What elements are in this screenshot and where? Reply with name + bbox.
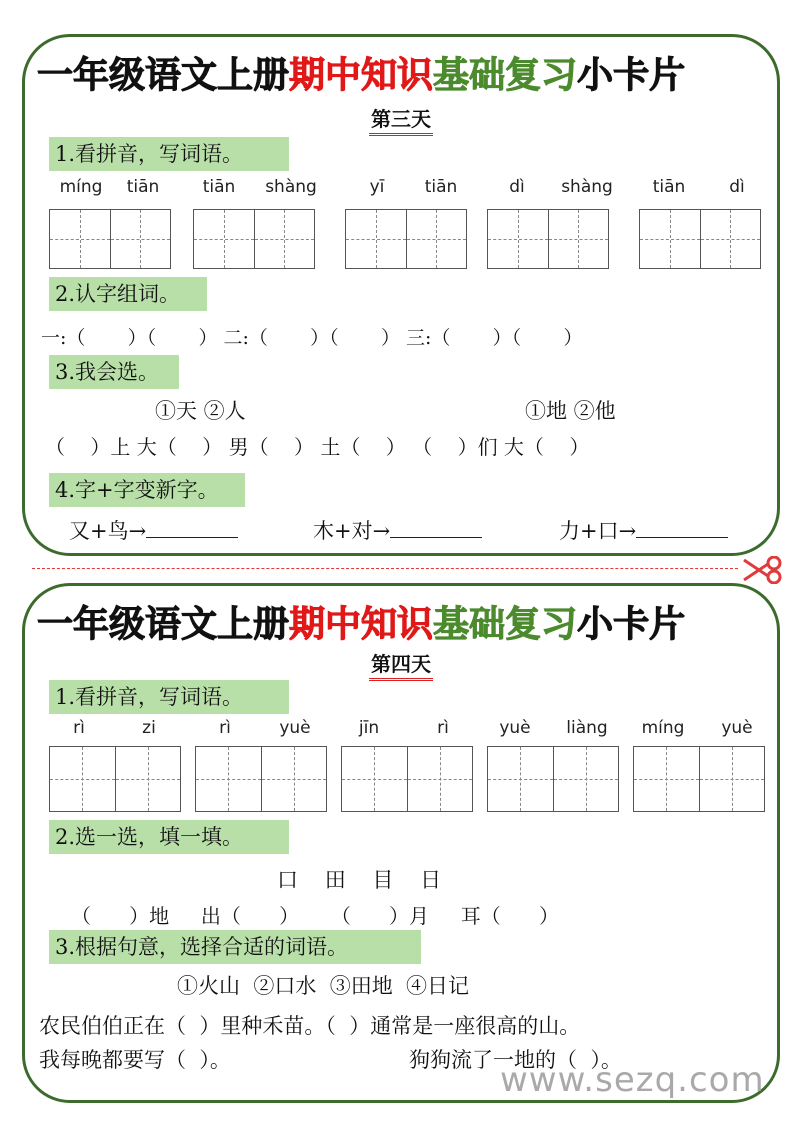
pinyin: yuè [721,718,753,738]
title-part-5: 小卡片 [577,55,686,96]
writing-grid[interactable] [633,746,765,812]
writing-grid[interactable] [345,209,467,269]
pinyin: jīn [358,718,380,738]
pinyin: yuè [279,718,311,738]
title-part-3: 知识 [361,604,434,645]
pinyin: yī [369,177,385,197]
pinyin: shàng [265,177,317,197]
card-day-3 [22,34,780,556]
writing-grid[interactable] [487,746,619,812]
pinyin: míng [59,177,103,197]
writing-grid[interactable] [341,746,473,812]
writing-grid[interactable] [639,209,761,269]
choice-line[interactable]: （ ）上 大（ ） 男（ ） 土（ ） （ ）们 大（ ） [45,435,590,459]
title-part-2: 期中 [289,604,362,645]
combine-item[interactable]: 力+口→ [559,515,728,545]
section-3-heading: 3.根据句意，选择合适的词语。 [49,930,421,964]
options-right: ①地 ②他 [525,399,616,423]
title-part-4: 基础复习 [433,55,578,96]
section-1-heading: 1.看拼音，写词语。 [49,137,289,171]
writing-grid[interactable] [487,209,609,269]
day-label: 第三天 [25,103,777,136]
options-left: ①天 ②人 [155,399,246,423]
writing-grid[interactable] [49,209,171,269]
fill-line[interactable]: （ ）地 出（ ） （ ）月 耳（ ） [71,904,559,928]
pinyin: tiān [202,177,236,197]
section-2-heading: 2.选一选，填一填。 [49,820,289,854]
pinyin: rì [437,718,449,738]
pinyin: liàng [566,718,608,738]
pinyin: shàng [561,177,613,197]
card-title [37,51,777,101]
writing-grid[interactable] [49,746,181,812]
title-part-1: 一年级语文上册 [37,604,290,645]
pinyin: zi [142,718,156,738]
pinyin: míng [641,718,685,738]
pinyin: tiān [424,177,458,197]
cut-line [32,568,738,569]
sentence-3[interactable]: 狗狗流了一地的（ ）。 [409,1048,622,1072]
sentence-2[interactable]: 我每晚都要写（ ）。 [39,1048,231,1072]
scissors-icon [742,556,784,584]
word-options: ①火山 ②口水 ③田地 ④日记 [177,974,470,998]
section-3-heading: 3.我会选。 [49,355,179,389]
combine-item[interactable]: 木+对→ [313,515,482,545]
pinyin: tiān [126,177,160,197]
combine-item[interactable]: 又+鸟→ [69,515,238,545]
pinyin: yuè [499,718,531,738]
title-part-1: 一年级语文上册 [37,55,290,96]
card-day-4 [22,583,780,1103]
section-2-heading: 2.认字组词。 [49,277,207,311]
watermark: www.sezq.com [500,1060,765,1100]
character-options: 口 田 目 日 [277,868,442,892]
title-part-3: 知识 [361,55,434,96]
title-part-4: 基础复习 [433,604,578,645]
title-part-5: 小卡片 [577,604,686,645]
pinyin: tiān [652,177,686,197]
word-group-line[interactable]: 一:（ ）（ ） 二:（ ）（ ） 三:（ ）（ ） [41,327,583,349]
writing-grid[interactable] [195,746,327,812]
day-label: 第四天 [25,648,777,681]
writing-grid[interactable] [193,209,315,269]
sentence-1[interactable]: 农民伯伯正在（ ）里种禾苗。（ ）通常是一座很高的山。 [39,1014,581,1038]
pinyin: rì [73,718,85,738]
section-1-heading: 1.看拼音，写词语。 [49,680,289,714]
pinyin: rì [219,718,231,738]
section-4-heading: 4.字+字变新字。 [49,473,245,507]
card-title [37,600,777,650]
pinyin: dì [729,177,745,197]
title-part-2: 期中 [289,55,362,96]
pinyin: dì [509,177,525,197]
